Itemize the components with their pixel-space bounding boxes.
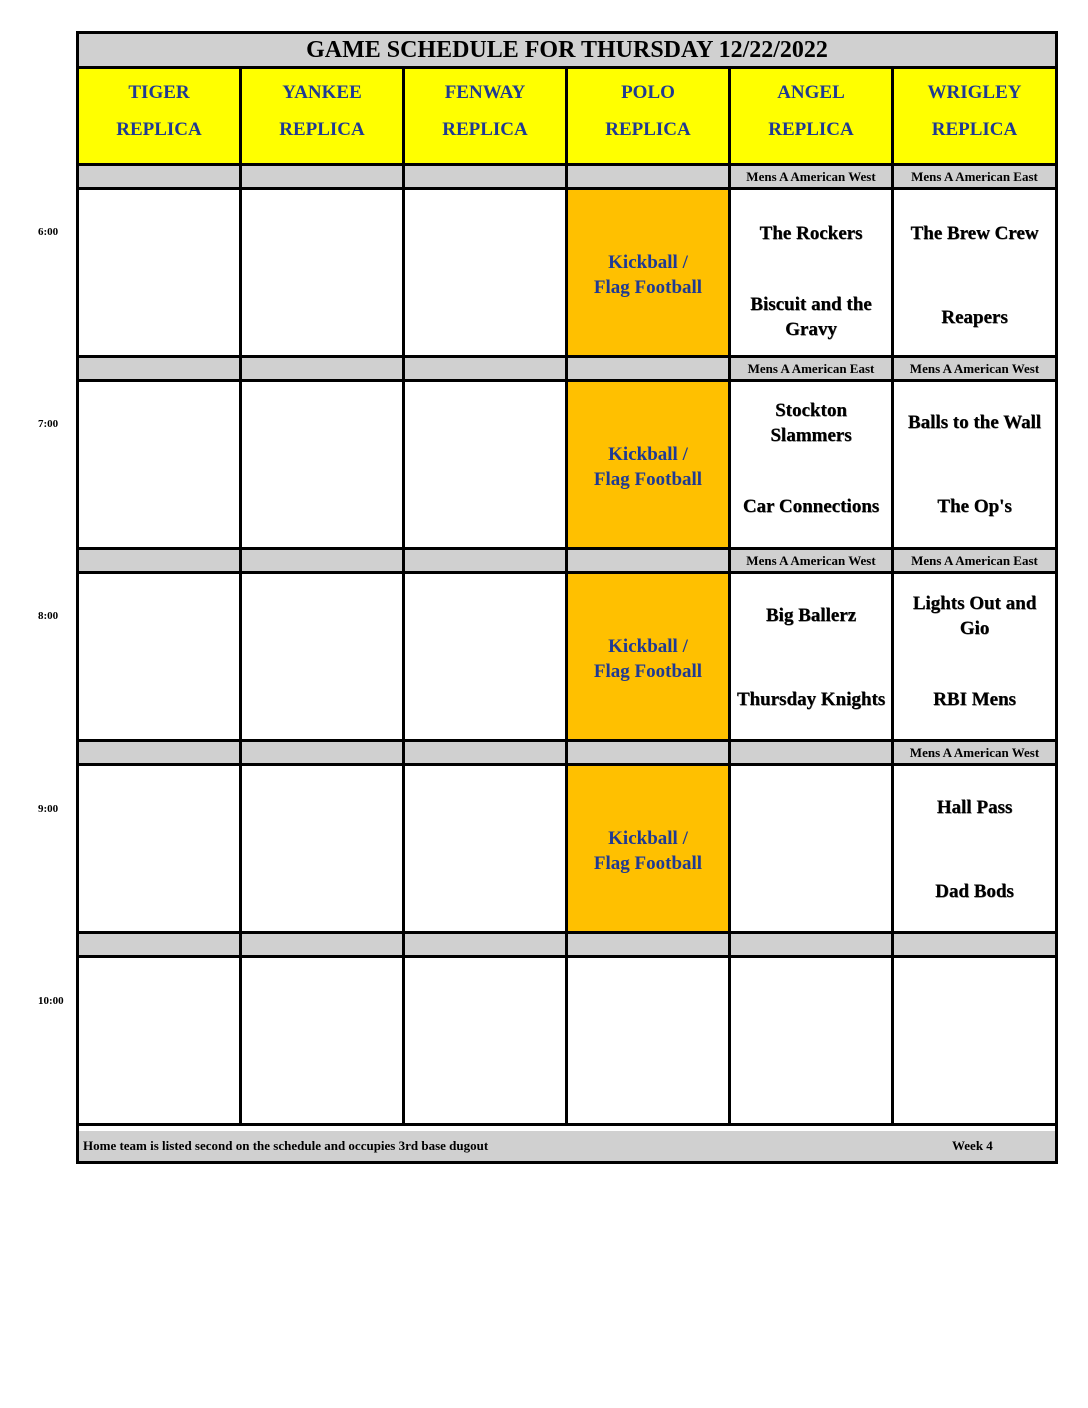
division-row [79, 358, 1055, 382]
game-cell [79, 766, 242, 934]
time-label: 9:00 [38, 803, 59, 815]
away-team: Balls to the Wall [907, 412, 1042, 433]
division-cell [405, 166, 568, 190]
division-row [79, 550, 1055, 574]
game-cell [731, 190, 894, 358]
away-team: The Brew Crew [910, 223, 1039, 244]
division-cell: Mens A American West [731, 550, 894, 574]
division-cell [79, 166, 242, 190]
game-cell [731, 574, 894, 742]
game-cell [405, 766, 568, 934]
game-cell [242, 190, 405, 358]
division-cell [568, 742, 731, 766]
field-header-wrigley: WRIGLEY REPLICA [894, 69, 1055, 166]
game-cell [242, 574, 405, 742]
game-cell [405, 958, 568, 1126]
away-team: Lights Out and Gio [912, 593, 1037, 639]
footer-note-bar [79, 1131, 1055, 1161]
division-cell: Mens A American East [731, 358, 894, 382]
game-cell [731, 766, 894, 934]
division-cell [894, 934, 1055, 958]
division-row [79, 934, 1055, 958]
time-slot-row [79, 574, 1055, 742]
division-cell [568, 166, 731, 190]
division-cell [242, 742, 405, 766]
time-slot-row [79, 190, 1055, 358]
field-header-row [79, 69, 1055, 166]
game-cell [242, 958, 405, 1126]
game-cell [405, 574, 568, 742]
game-cell [894, 190, 1055, 358]
game-cell [79, 190, 242, 358]
game-cell [568, 958, 731, 1126]
division-cell [731, 742, 894, 766]
time-slot-row [79, 766, 1055, 934]
field-header-yankee: YANKEE REPLICA [242, 69, 405, 166]
division-cell [405, 358, 568, 382]
division-cell [405, 550, 568, 574]
game-cell [405, 382, 568, 550]
kickball-cell: Kickball / Flag Football [568, 766, 731, 934]
home-team-note: Home team is listed second on the schedule and occupies 3rd base dugout [83, 1138, 489, 1153]
division-cell [405, 934, 568, 958]
game-cell [894, 382, 1055, 550]
kickball-cell: Kickball / Flag Football [568, 574, 731, 742]
time-label: 8:00 [38, 610, 59, 622]
division-cell: Mens A American East [894, 166, 1055, 190]
field-header-tiger: TIGER REPLICA [79, 69, 242, 166]
time-label: 10:00 [38, 995, 64, 1007]
game-cell [894, 574, 1055, 742]
time-label: 7:00 [38, 418, 59, 430]
game-cell [79, 574, 242, 742]
game-cell [79, 958, 242, 1126]
kickball-cell: Kickball / Flag Football [568, 190, 731, 358]
division-cell: Mens A American East [894, 550, 1055, 574]
division-cell [568, 934, 731, 958]
week-label: Week 4 [952, 1138, 993, 1153]
time-label: 6:00 [38, 226, 59, 238]
away-team: The Rockers [759, 223, 863, 244]
division-cell [79, 742, 242, 766]
division-cell [79, 358, 242, 382]
game-cell [405, 190, 568, 358]
field-header-polo: POLO REPLICA [568, 69, 731, 166]
away-team: Hall Pass [936, 797, 1013, 818]
division-cell [568, 358, 731, 382]
division-row [79, 166, 1055, 190]
time-slot-row [79, 958, 1055, 1126]
field-header-fenway: FENWAY REPLICA [405, 69, 568, 166]
home-team: RBI Mens [933, 689, 1016, 710]
home-team: Car Connections [742, 496, 880, 517]
division-cell: Mens A American West [894, 358, 1055, 382]
time-slot-row [79, 382, 1055, 550]
division-cell: Mens A American West [731, 166, 894, 190]
home-team: Dad Bods [935, 881, 1014, 902]
division-cell: Mens A American West [894, 742, 1055, 766]
division-cell [242, 550, 405, 574]
division-cell [242, 358, 405, 382]
away-team: Big Ballerz [765, 605, 857, 626]
game-cell [894, 958, 1055, 1126]
game-cell [731, 958, 894, 1126]
division-cell [242, 934, 405, 958]
home-team: Reapers [941, 307, 1008, 328]
division-cell [731, 934, 894, 958]
home-team: The Op's [937, 496, 1012, 517]
home-team: Thursday Knights [736, 689, 886, 710]
home-team: Biscuit and the Gravy [750, 294, 872, 340]
division-cell [568, 550, 731, 574]
division-cell [405, 742, 568, 766]
division-cell [79, 934, 242, 958]
division-cell [242, 166, 405, 190]
game-cell [731, 382, 894, 550]
kickball-cell: Kickball / Flag Football [568, 382, 731, 550]
field-header-angel: ANGEL REPLICA [731, 69, 894, 166]
game-cell [79, 382, 242, 550]
game-cell [894, 766, 1055, 934]
game-cell [242, 382, 405, 550]
division-row [79, 742, 1055, 766]
division-cell [79, 550, 242, 574]
schedule-sheet [76, 31, 1058, 1164]
game-cell [242, 766, 405, 934]
away-team: Stockton Slammers [770, 400, 852, 446]
page-title: GAME SCHEDULE FOR THURSDAY 12/22/2022 [79, 34, 1055, 69]
